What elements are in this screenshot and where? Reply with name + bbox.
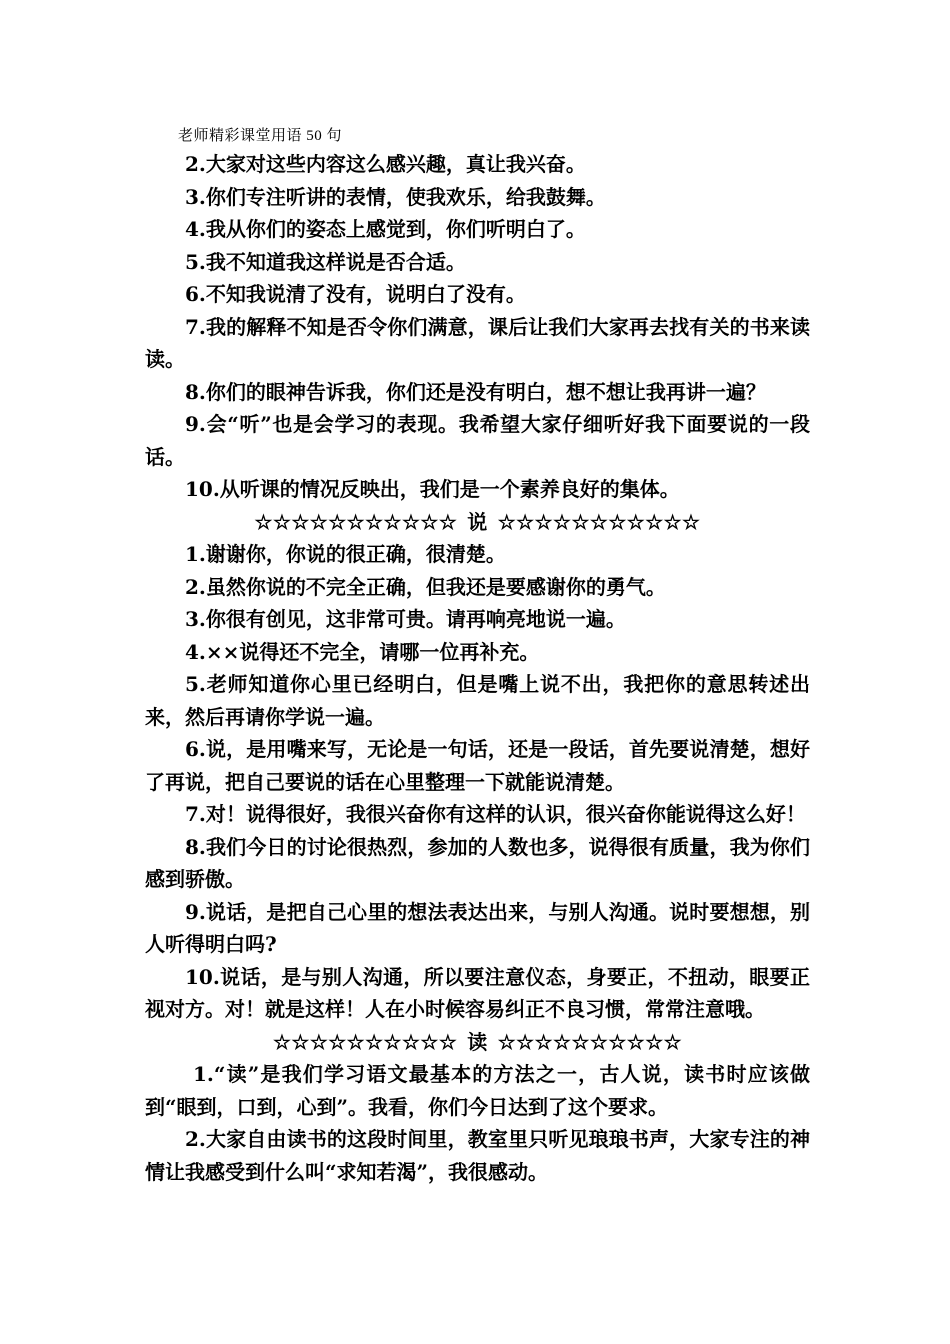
speak-item: 10.说话，是与别人沟通，所以要注意仪态，身要正，不扭动，眼要正视对方。对！就是这样！人在小时候容易纠正不良习惯，常常注意哦。: [145, 964, 810, 1021]
speak-item: 4.××说得还不完全，请哪一位再补充。: [185, 639, 540, 664]
speak-item: 6.说，是用嘴来写，无论是一句话，还是一段话，首先要说清楚，想好了再说，把自己要说的话在心里整理一下就能说清楚。: [145, 737, 810, 794]
speak-item: 9.说话，是把自己心里的想法表达出来，与别人沟通。说时要想想，别人听得明白吗?: [145, 899, 810, 956]
listen-item: 7.我的解释不知是否令你们满意，课后让我们大家再去找有关的书来读读。: [145, 314, 810, 371]
listen-item: 2.大家对这些内容这么感兴趣，真让我兴奋。: [185, 152, 586, 176]
section-title: 说: [467, 509, 488, 534]
section-heading-read: [145, 1026, 810, 1059]
read-item: 1.“读”是我们学习语文最基本的方法之一，古人说，读书时应该做到“眼到，口到，心到”。我看，你们今日达到了这个要求。: [145, 1062, 810, 1119]
listen-item: 3.你们专注听讲的表情，使我欢乐，给我鼓舞。: [185, 184, 606, 209]
section-stars-right: ☆☆☆☆☆☆☆☆☆☆: [497, 1029, 683, 1054]
section-stars-left: ☆☆☆☆☆☆☆☆☆☆: [272, 1029, 458, 1054]
listen-item: 4.我从你们的姿态上感觉到，你们听明白了。: [185, 217, 586, 241]
speak-item: 3.你很有创见，这非常可贵。请再响亮地说一遍。: [185, 607, 626, 631]
speak-item: 2.虽然你说的不完全正确，但我还是要感谢你的勇气。: [185, 574, 666, 599]
section-title: 读: [467, 1029, 488, 1054]
listen-item: 5.我不知道我这样说是否合适。: [185, 249, 466, 274]
section-heading-speak: [145, 506, 810, 539]
speak-item: 8.我们今日的讨论很热烈，参加的人数也多，说得很有质量，我为你们感到骄傲。: [145, 834, 810, 891]
speak-item: 5.老师知道你心里已经明白，但是嘴上说不出，我把你的意思转述出来，然后再请你学说一遍。: [145, 672, 810, 729]
read-item: 2.大家自由读书的这段时间里，教室里只听见琅琅书声，大家专注的神情让我感受到什么叫“求知若渴”，我很感动。: [145, 1127, 810, 1184]
listen-item: 9.会“听”也是会学习的表现。我希望大家仔细听好我下面要说的一段话。: [145, 412, 810, 469]
document-body: [145, 148, 810, 1188]
listen-item: 8.你们的眼神告诉我，你们还是没有明白，想不想让我再讲一遍？: [185, 379, 766, 404]
speak-item: 7.对！说得很好，我很兴奋你有这样的认识，很兴奋你能说得这么好！: [185, 802, 806, 826]
listen-item: 10.从听课的情况反映出，我们是一个素养良好的集体。: [185, 477, 680, 501]
page-header: 老师精彩课堂用语 50 句: [178, 128, 343, 144]
listen-item: 6.不知我说清了没有，说明白了没有。: [185, 282, 526, 306]
speak-item: 1.谢谢你，你说的很正确，很清楚。: [185, 542, 506, 566]
section-stars-right: ☆☆☆☆☆☆☆☆☆☆☆: [497, 509, 701, 534]
section-stars-left: ☆☆☆☆☆☆☆☆☆☆☆: [254, 509, 458, 534]
